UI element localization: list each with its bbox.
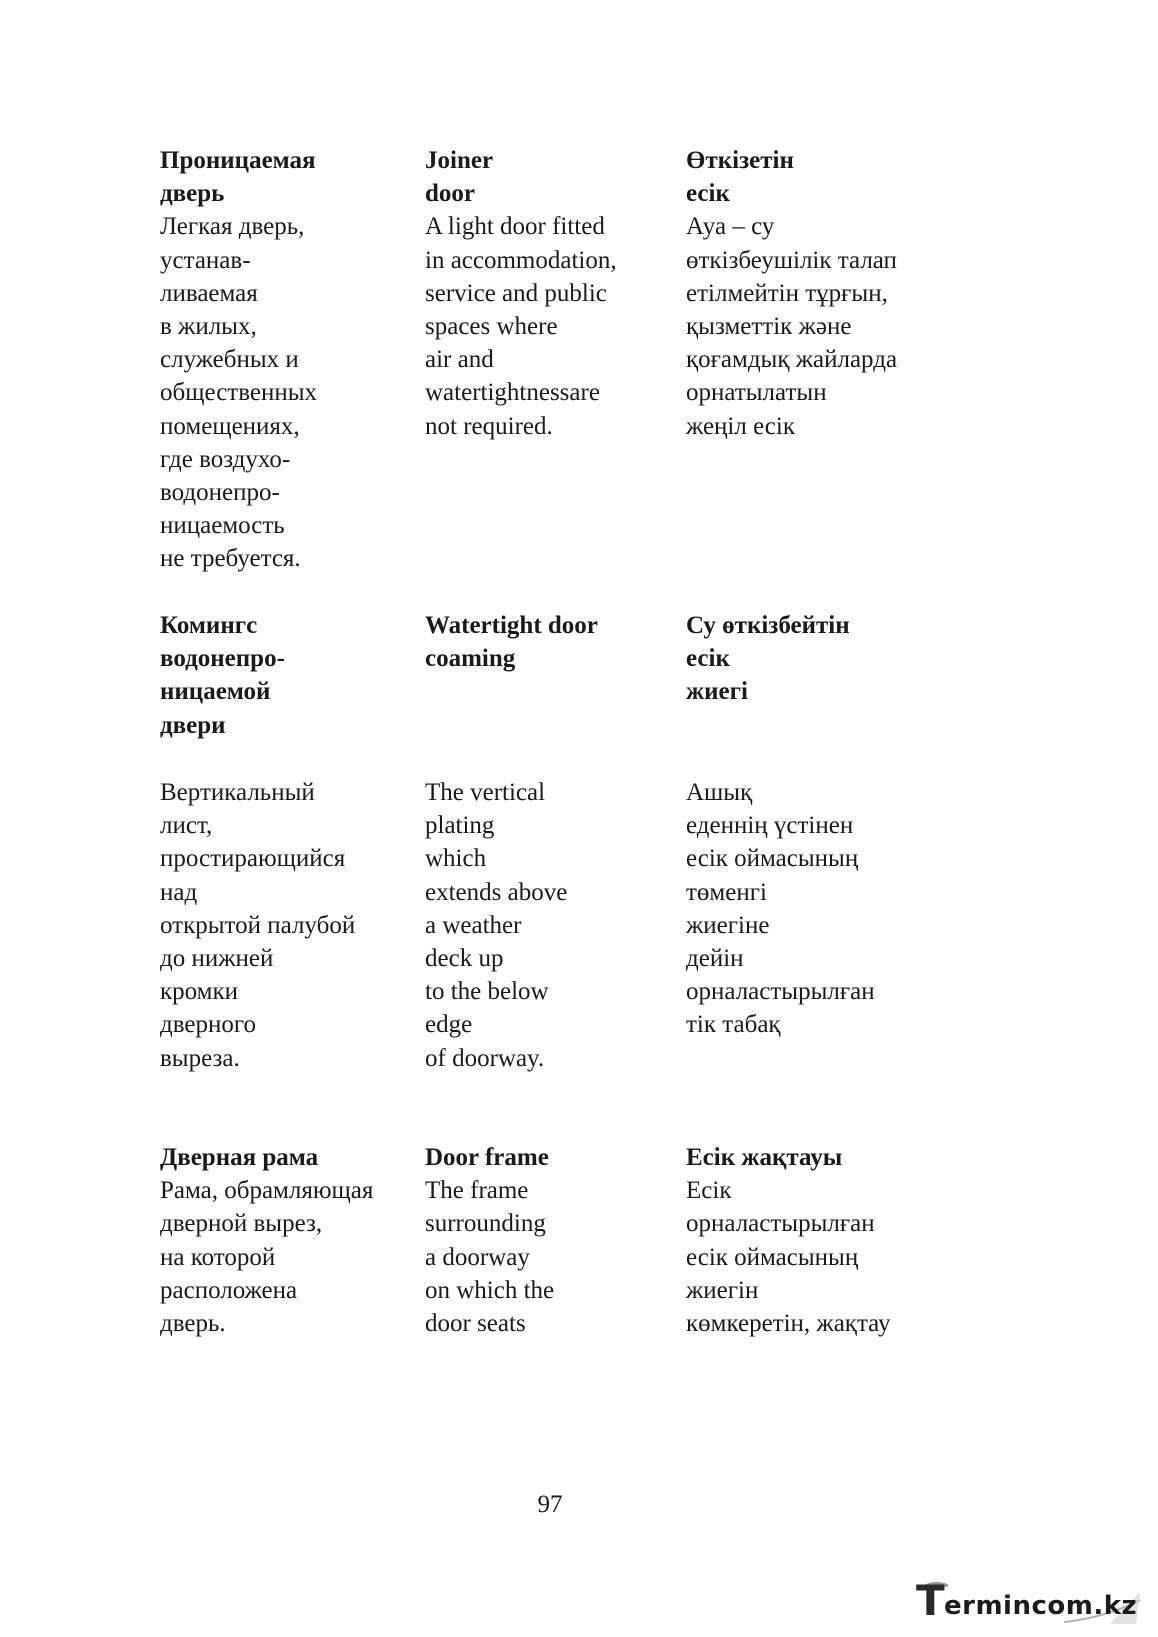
entry-3-ru <box>160 1141 373 1340</box>
entry-2-kz-definition-line: еденнің үстінен <box>686 812 854 840</box>
page-number: 97 <box>537 1491 563 1518</box>
entry-1-ru-definition-line: где воздухо- <box>160 445 291 473</box>
entry-2-kz-term-line: Су өткізбейтін <box>686 612 850 639</box>
entry-1-kz-definition-line: өткізбеушілік талап <box>686 246 897 274</box>
entry-2-en-definition-line: which <box>425 845 487 873</box>
entry-2-ru-definition-line: простирающийся <box>160 845 346 873</box>
entry-1-ru-definition-line: общественных <box>160 379 318 407</box>
entry-1-kz-definition-line: Ауа – су <box>686 213 775 241</box>
entry-2-kz-definition-line: Ашық <box>686 779 753 806</box>
entry-1-en <box>425 144 617 443</box>
entry-2-ru-definition-line: Вертикальный <box>160 779 315 806</box>
entry-1-en-term-line: door <box>425 180 475 208</box>
entry-1-en-definition-line: in accommodation, <box>425 246 617 274</box>
entry-3-kz-definition-line: есік оймасының <box>686 1243 859 1271</box>
entry-2-en-definition-line: deck up <box>425 945 504 973</box>
entry-3-en-definition-line: The frame <box>425 1177 529 1205</box>
entry-2-ru-definition-line: над <box>160 878 198 906</box>
entry-2-kz-definition-line: дейін <box>686 945 744 973</box>
entry-2-en-term <box>425 609 598 675</box>
entry-3-kz-definition-line: жиегін <box>686 1276 759 1304</box>
entry-2-en-definition-line: plating <box>425 812 495 840</box>
entry-3-ru-definition-line: Рама, обрамляющая <box>160 1177 374 1205</box>
entry-3-ru-term-line: Дверная рама <box>160 1144 319 1171</box>
entry-3-en <box>425 1141 554 1340</box>
entry-2-kz-term <box>686 609 850 709</box>
entry-2-en-term-line: coaming <box>425 645 516 673</box>
watermark-text: ermincom.kz <box>944 1591 1138 1621</box>
entry-2-en-definition-line: The vertical <box>425 779 546 806</box>
entry-2-kz-definition-line: есік оймасының <box>686 845 859 873</box>
entry-2-en-term-line: Watertight door <box>425 612 598 639</box>
entry-1-ru-definition-line: служебных и <box>160 346 299 374</box>
entry-3-ru-definition-line: дверь. <box>160 1310 226 1338</box>
entry-1-en-definition-line: watertightnessare <box>425 379 600 407</box>
entry-2-en-definition-line: a weather <box>425 911 522 939</box>
entry-2-ru-definition-line: лист, <box>160 812 213 840</box>
entry-2-ru-term-line: двери <box>160 711 226 739</box>
entry-2-kz-definition-line: төменгі <box>686 878 767 906</box>
entry-3-ru-definition-line: дверной вырез, <box>160 1210 323 1238</box>
entry-3-kz-definition-line: көмкеретін, жақтау <box>686 1310 891 1338</box>
entry-2-kz-definition-line: орналастырылған <box>686 978 875 1006</box>
entry-1-ru <box>160 144 317 576</box>
entry-2-ru-definition-line: открытой палубой <box>160 911 356 939</box>
entry-3-en-term-line: Door frame <box>425 1144 549 1171</box>
entry-3-ru-definition-line: расположена <box>160 1276 298 1304</box>
entry-1-ru-definition-line: помещениях, <box>160 412 300 440</box>
terminсom-watermark-logo <box>914 1578 1144 1628</box>
entry-2-en-definition-line: edge <box>425 1011 473 1039</box>
entry-3-ru-definition-line: на которой <box>160 1243 276 1271</box>
entry-1-kz <box>686 144 897 443</box>
entry-1-en-definition-line: spaces where <box>425 313 558 341</box>
entry-3-kz-definition-line: Есік <box>686 1177 732 1205</box>
entry-2-kz-definition-line: тік табақ <box>686 1011 781 1039</box>
entry-2-en-definition-line: of doorway. <box>425 1044 545 1072</box>
entry-3-en-definition-line: door seats <box>425 1310 526 1338</box>
watermark-initial: T <box>916 1576 945 1625</box>
entry-1-ru-definition-line: водонепро- <box>160 479 280 507</box>
entry-3-en-definition-line: surrounding <box>425 1210 546 1238</box>
entry-1-ru-term-line: дверь <box>160 180 225 208</box>
entry-1-en-definition-line: not required. <box>425 412 553 440</box>
entry-2-ru-definition-line: выреза. <box>160 1044 240 1072</box>
entry-2-kz-definition-line: жиегіне <box>686 911 770 939</box>
entry-1-en-definition-line: air and <box>425 346 494 374</box>
entry-1-ru-term-line: Проницаемая <box>160 147 316 174</box>
entry-1-ru-definition-line: Легкая дверь, <box>160 213 305 241</box>
entry-3-kz-definition-line: орналастырылған <box>686 1210 875 1238</box>
entry-2-kz-term-line: жиегі <box>686 678 748 706</box>
entry-1-kz-term-line: есік <box>686 180 730 208</box>
entry-2-en-definition <box>425 776 567 1075</box>
entry-1-kz-definition-line: жеңіл есік <box>686 412 795 440</box>
entry-3-en-definition-line: a doorway <box>425 1243 530 1271</box>
entry-1-ru-definition-line: не требуется. <box>160 545 301 573</box>
entry-2-ru-term-line: водонепро- <box>160 645 285 673</box>
entry-2-ru-definition-line: до нижней <box>160 945 274 973</box>
entry-1-kz-definition-line: қоғамдық жайларда <box>686 346 898 374</box>
entry-2-ru-term <box>160 609 285 742</box>
entry-2-ru-definition <box>160 776 355 1075</box>
entry-2-en-definition-line: to the below <box>425 978 549 1006</box>
entry-1-en-definition-line: service and public <box>425 279 607 307</box>
entry-1-en-term-line: Joiner <box>425 147 494 174</box>
entry-2-ru-definition-line: кромки <box>160 978 239 1006</box>
entry-1-kz-definition-line: орнатылатын <box>686 379 827 407</box>
entry-2-ru-term-line: ницаемой <box>160 678 271 706</box>
entry-3-kz <box>686 1141 891 1340</box>
entry-3-kz-term-line: Есік жақтауы <box>686 1144 843 1171</box>
entry-1-kz-definition-line: қызметтік және <box>686 313 852 341</box>
entry-1-kz-term-line: Өткізетін <box>686 147 794 174</box>
entry-2-ru-definition-line: дверного <box>160 1011 256 1039</box>
entry-1-en-definition-line: A light door fitted <box>425 213 605 241</box>
entry-1-ru-definition-line: ницаемость <box>160 512 285 540</box>
entry-1-kz-definition-line: етілмейтін тұрғын, <box>686 279 888 307</box>
entry-2-kz-term-line: есік <box>686 645 730 673</box>
entry-2-ru-term-line: Комингс <box>160 612 258 639</box>
entry-2-en-definition-line: extends above <box>425 878 568 906</box>
entry-1-ru-definition-line: в жилых, <box>160 313 257 341</box>
entry-2-kz-definition <box>686 776 875 1042</box>
entry-1-ru-definition-line: ливаемая <box>160 279 258 307</box>
entry-1-ru-definition-line: устанав- <box>160 246 251 274</box>
entry-3-en-definition-line: on which the <box>425 1276 555 1304</box>
